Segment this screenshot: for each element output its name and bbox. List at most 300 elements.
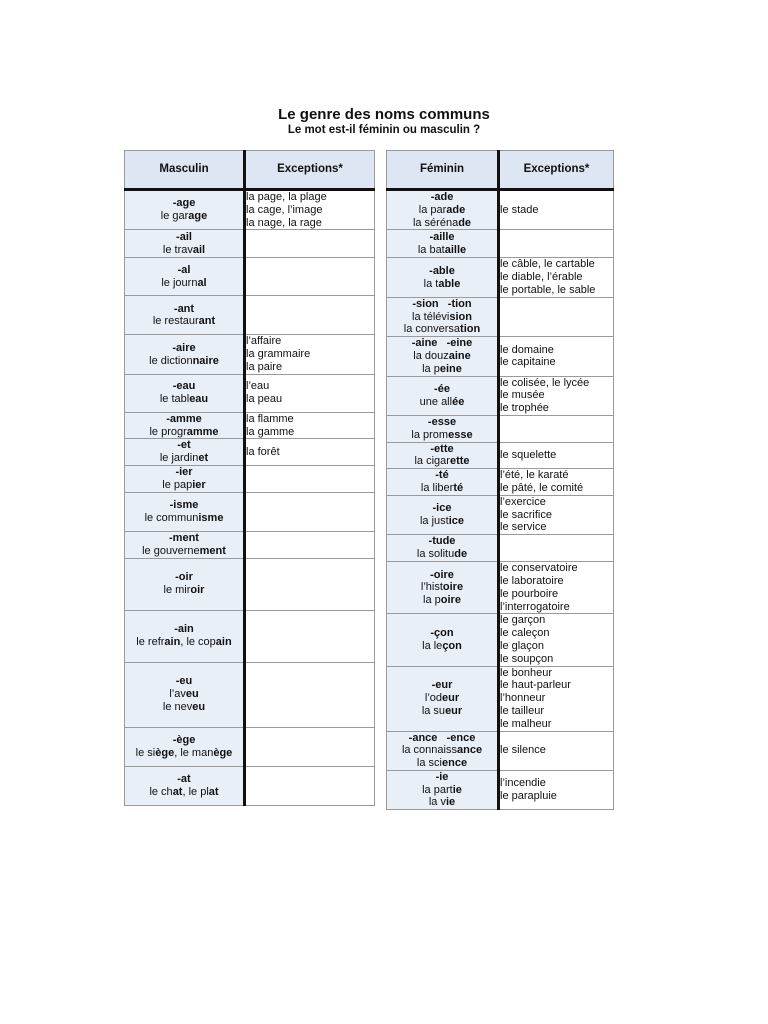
noun-ending-cell [387, 258, 499, 297]
noun-ending-cell [125, 465, 245, 492]
ending-suffix: -ège [172, 733, 196, 746]
example-word [387, 455, 497, 468]
example-suffix: esse [448, 428, 473, 441]
ending-suffix: -aine -eine [411, 337, 473, 350]
noun-ending-cell [387, 731, 499, 770]
example-stem: le gar [160, 210, 189, 223]
noun-ending-cell [125, 190, 245, 230]
example-stem: le mir [163, 584, 191, 597]
table-row [125, 439, 375, 466]
exceptions-cell [499, 770, 614, 809]
exceptions-cell [245, 727, 375, 766]
example-word [387, 594, 497, 607]
example-suffix: ain [164, 636, 181, 649]
example-stem: la connaiss [401, 744, 457, 757]
example-stem: le si [135, 746, 156, 759]
noun-ending-cell [387, 230, 499, 258]
example-stem: le tabl [159, 393, 190, 406]
ending-suffix: -ain [174, 623, 194, 636]
exception-word: l’affaire [246, 335, 282, 348]
exceptions-cell [499, 535, 614, 562]
example-suffix: aille [444, 243, 467, 256]
ending-suffix: -ade [430, 191, 454, 203]
ending-suffix: -ice [432, 502, 452, 515]
example-word [387, 515, 497, 528]
exception-word: le pourboire [500, 587, 559, 600]
example-suffix: at [172, 785, 183, 798]
example-stem: la solitu [416, 548, 455, 561]
exceptions-cell [499, 190, 614, 230]
example-suffix: ence [441, 757, 468, 770]
exception-word: le colisée, le lycée [500, 376, 590, 389]
noun-ending-cell [387, 376, 499, 415]
noun-ending-cell [125, 439, 245, 466]
exception-word: le domaine [500, 343, 554, 356]
ending-suffix: -al [177, 264, 191, 277]
ending-suffix: -eur [431, 679, 453, 692]
exception-word: le stade [500, 203, 539, 216]
exception-word: le portable, le sable [500, 283, 596, 296]
table-row [387, 770, 614, 809]
example-stem: la p [422, 362, 440, 375]
ending-suffix: -age [172, 197, 196, 210]
noun-ending-cell [125, 296, 245, 335]
example-word [387, 323, 497, 336]
table-row [125, 766, 375, 805]
exceptions-cell [499, 614, 614, 666]
example-stem: la part [422, 783, 453, 796]
exception-word: la nage, la rage [246, 216, 322, 229]
ending-suffix: -oir [175, 571, 193, 584]
example-suffix: oire [442, 581, 464, 594]
example-suffix: de [454, 548, 468, 561]
feminin-exceptions-column-header: Exceptions* [499, 151, 614, 190]
example-suffix: de [458, 216, 472, 229]
exceptions-cell [245, 258, 375, 296]
exceptions-cell [499, 415, 614, 442]
example-suffix: ier [192, 478, 206, 491]
ending-suffix: -eu [175, 675, 193, 688]
exceptions-cell [245, 662, 375, 727]
example-word [387, 278, 497, 291]
exceptions-cell [245, 465, 375, 492]
example-word [387, 744, 497, 757]
masculin-rows [125, 190, 375, 806]
example-word [387, 204, 497, 217]
noun-ending-cell [125, 412, 245, 439]
noun-ending-cell [387, 770, 499, 809]
exception-word: le trophée [500, 402, 549, 415]
table-row [387, 376, 614, 415]
exception-word: l’exercice [500, 495, 546, 508]
example-suffix: naire [192, 354, 219, 367]
example-suffix: ade [446, 203, 466, 216]
feminin-header-row [387, 151, 614, 190]
example-stem: la prom [411, 428, 449, 441]
example-stem: la le [422, 639, 443, 652]
example-suffix: oir [190, 584, 205, 597]
table-row [125, 610, 375, 662]
exception-word: le squelette [500, 448, 557, 461]
example-word [125, 452, 243, 465]
table-row [387, 562, 614, 614]
exception-word: la grammaire [246, 348, 311, 361]
noun-ending-cell [387, 535, 499, 562]
exception-word: la cage, l’image [246, 203, 323, 216]
example-stem: le restaur [152, 315, 199, 328]
example-suffix: çon [442, 639, 462, 652]
example-word [387, 217, 497, 230]
exception-word: la page, la plage [246, 191, 327, 203]
example-stem: une all [419, 395, 453, 408]
example-stem: le jardin [159, 452, 199, 465]
ending-suffix: -sion -tion [412, 297, 472, 310]
exception-word: le soupçon [500, 652, 554, 665]
feminin-table [386, 150, 614, 810]
exception-word: le silence [500, 744, 546, 757]
noun-ending-cell [125, 610, 245, 662]
example-suffix: amme [186, 425, 219, 438]
feminin-rows [387, 190, 614, 810]
example-word [125, 244, 243, 257]
example-suffix: aine [448, 349, 471, 362]
table-row [387, 415, 614, 442]
table-row [387, 535, 614, 562]
noun-ending-cell [125, 662, 245, 727]
table-row [125, 230, 375, 258]
ending-suffix: -esse [427, 415, 457, 428]
example-stem: l’od [424, 692, 442, 705]
example-word [125, 277, 243, 290]
example-word [387, 429, 497, 442]
example-word [387, 396, 497, 409]
example-suffix: ée [452, 395, 465, 408]
noun-ending-cell [125, 766, 245, 805]
example-stem: la sci [416, 757, 442, 770]
example-word [387, 692, 497, 705]
ending-suffix: -able [429, 264, 455, 277]
noun-ending-cell [387, 337, 499, 376]
example-stem: la just [419, 514, 449, 527]
exception-word: la paire [246, 360, 283, 373]
noun-ending-cell [125, 558, 245, 610]
example-stem: , le cop [180, 636, 216, 649]
example-suffix: eu [185, 688, 199, 701]
example-word [387, 784, 497, 797]
example-suffix: ette [449, 455, 470, 468]
exception-word: le garçon [500, 614, 546, 627]
example-stem: le diction [149, 354, 193, 367]
exception-word: l’incendie [500, 777, 546, 790]
table-row [125, 258, 375, 296]
example-suffix: ail [192, 243, 206, 256]
ending-suffix: -ette [430, 442, 454, 455]
ending-suffix: -çon [430, 627, 454, 640]
exception-word: le capitaine [500, 356, 556, 369]
ending-suffix: -ment [169, 531, 199, 544]
table-row [387, 731, 614, 770]
example-suffix: ège [155, 746, 175, 759]
example-suffix: tion [460, 323, 481, 336]
exception-word: le tailleur [500, 704, 545, 717]
example-suffix: ance [456, 744, 483, 757]
example-stem: le refr [136, 636, 165, 649]
example-stem: le nev [162, 700, 193, 713]
example-stem: , le pl [182, 785, 209, 798]
exception-word: l’eau [246, 380, 270, 393]
masculin-table [124, 150, 375, 806]
noun-ending-cell [125, 492, 245, 531]
exceptions-cell [499, 495, 614, 534]
exceptions-cell [499, 230, 614, 258]
example-suffix: ment [199, 544, 226, 557]
noun-ending-cell [387, 297, 499, 336]
example-word [125, 479, 243, 492]
exception-word: le service [500, 521, 547, 534]
exceptions-cell [245, 531, 375, 558]
masculin-column-header: Masculin [125, 151, 245, 190]
exception-word: le malheur [500, 717, 552, 730]
example-suffix: té [453, 481, 464, 494]
noun-ending-cell [387, 415, 499, 442]
example-stem: l’hist [420, 581, 443, 594]
example-word [387, 705, 497, 718]
exceptions-cell [499, 297, 614, 336]
example-suffix: at [208, 785, 219, 798]
exception-word: le haut-parleur [500, 679, 571, 692]
exception-word: le musée [500, 389, 545, 402]
example-stem: l’av [169, 688, 186, 701]
table-row [125, 531, 375, 558]
example-stem: le pap [162, 478, 193, 491]
exceptions-cell [245, 439, 375, 466]
table-row [387, 614, 614, 666]
example-suffix: ant [198, 315, 216, 328]
ending-suffix: -oire [430, 568, 454, 581]
example-suffix: able [438, 277, 461, 290]
example-suffix: ège [213, 746, 233, 759]
example-word [125, 688, 243, 701]
exceptions-cell [499, 337, 614, 376]
example-suffix: isme [198, 511, 224, 524]
table-row [125, 465, 375, 492]
example-stem: la v [428, 796, 446, 809]
table-row [387, 190, 614, 230]
feminin-column-header: Féminin [387, 151, 499, 190]
exceptions-cell [245, 492, 375, 531]
ending-suffix: -ée [434, 382, 450, 395]
example-stem: le commun [144, 511, 199, 524]
ending-suffix: -ier [175, 465, 193, 478]
table-row [387, 442, 614, 469]
table-row [125, 335, 375, 374]
example-word [387, 548, 497, 561]
table-row [125, 492, 375, 531]
example-stem: la cigar [414, 455, 450, 468]
example-word [125, 426, 243, 439]
table-row [125, 374, 375, 412]
example-suffix: et [198, 452, 209, 465]
exception-word: le conservatoire [500, 562, 578, 575]
example-stem: la télévi [412, 310, 450, 323]
example-word [387, 796, 497, 809]
ending-suffix: -aille [429, 231, 455, 244]
table-row [125, 662, 375, 727]
example-suffix: eau [189, 393, 209, 406]
example-word [387, 350, 497, 363]
ending-suffix: -amme [166, 412, 202, 425]
exceptions-cell [499, 666, 614, 731]
exception-word: le bonheur [500, 666, 552, 679]
example-stem: le trav [162, 243, 193, 256]
exceptions-cell [245, 766, 375, 805]
noun-ending-cell [387, 666, 499, 731]
example-suffix: ie [452, 783, 462, 796]
exception-word: le câble, le cartable [500, 258, 595, 271]
exception-word: la flamme [246, 412, 294, 425]
example-suffix: ice [448, 514, 465, 527]
example-stem: la su [421, 704, 446, 717]
exception-word: le parapluie [500, 790, 557, 803]
example-suffix: eur [442, 692, 460, 705]
exceptions-cell [499, 469, 614, 496]
example-word [125, 512, 243, 525]
exceptions-cell [245, 230, 375, 258]
ending-suffix: -at [177, 772, 191, 785]
exceptions-cell [499, 442, 614, 469]
example-word [125, 747, 243, 760]
exceptions-cell [499, 258, 614, 297]
example-stem: la par [418, 203, 447, 216]
example-word [125, 393, 243, 406]
example-word [125, 636, 243, 649]
example-suffix: eur [445, 704, 463, 717]
ending-suffix: -ant [173, 302, 195, 315]
example-suffix: oire [440, 594, 461, 607]
table-row [387, 297, 614, 336]
page-title: Le genre des noms communs [278, 106, 490, 123]
example-stem: la t [423, 277, 439, 290]
example-suffix: eine [439, 362, 462, 375]
exceptions-cell [245, 296, 375, 335]
exceptions-cell [499, 376, 614, 415]
noun-ending-cell [125, 335, 245, 374]
exceptions-cell [245, 558, 375, 610]
example-stem: la séréna [412, 216, 459, 229]
table-row [125, 412, 375, 439]
example-word [387, 482, 497, 495]
table-row [125, 190, 375, 230]
table-row [387, 495, 614, 534]
example-word [387, 311, 497, 324]
exception-word: la peau [246, 393, 283, 406]
exception-word: la forêt [246, 445, 280, 458]
page-subtitle: Le mot est-il féminin ou masculin ? [287, 124, 481, 136]
table-row [387, 666, 614, 731]
masculin-header-row [125, 151, 375, 190]
table-row [125, 727, 375, 766]
table-row [387, 337, 614, 376]
example-stem: la douz [413, 349, 449, 362]
exceptions-cell [499, 731, 614, 770]
ending-suffix: -isme [169, 498, 199, 511]
exception-word: la gamme [246, 425, 295, 438]
example-stem: la liber [420, 481, 454, 494]
example-stem: le gouverne [142, 544, 200, 557]
exception-word: l’été, le karaté [500, 469, 569, 482]
exception-word: l’honneur [500, 692, 546, 705]
exception-word: le caleçon [500, 627, 550, 640]
exceptions-cell [245, 374, 375, 412]
example-word [387, 757, 497, 770]
example-word [125, 786, 243, 799]
ending-suffix: -ail [176, 231, 192, 244]
exception-word: le glaçon [500, 639, 545, 652]
noun-ending-cell [125, 531, 245, 558]
ending-suffix: -ance -ence [408, 731, 476, 744]
example-stem: le ch [149, 785, 173, 798]
noun-ending-cell [387, 495, 499, 534]
table-row [125, 558, 375, 610]
ending-suffix: -et [177, 439, 191, 452]
noun-ending-cell [125, 230, 245, 258]
exception-word: l’interrogatoire [500, 600, 570, 613]
exceptions-cell [245, 412, 375, 439]
exceptions-cell [245, 335, 375, 374]
exceptions-cell [499, 562, 614, 614]
exception-word: le pâté, le comité [500, 481, 584, 494]
noun-ending-cell [125, 727, 245, 766]
example-word [387, 640, 497, 653]
example-word [125, 701, 243, 714]
example-word [387, 581, 497, 594]
noun-ending-cell [125, 374, 245, 412]
exception-word: le sacrifice [500, 508, 552, 521]
ending-suffix: -tude [428, 535, 456, 548]
example-word [125, 584, 243, 597]
example-stem: le progr [149, 425, 187, 438]
example-suffix: ie [445, 796, 456, 809]
ending-suffix: -aire [172, 341, 196, 354]
table-row [125, 296, 375, 335]
table-row [387, 469, 614, 496]
example-word [387, 244, 497, 257]
example-suffix: sion [449, 310, 472, 323]
exceptions-cell [245, 190, 375, 230]
example-word [125, 210, 243, 223]
noun-ending-cell [387, 562, 499, 614]
noun-ending-cell [387, 469, 499, 496]
example-stem: la p [423, 594, 441, 607]
example-suffix: al [197, 276, 207, 289]
table-row [387, 258, 614, 297]
masculin-exceptions-column-header: Exceptions* [245, 151, 375, 190]
noun-ending-cell [387, 442, 499, 469]
example-word [125, 545, 243, 558]
example-stem: , le man [174, 746, 214, 759]
example-word [125, 315, 243, 328]
ending-suffix: -ie [435, 770, 449, 783]
example-stem: la conversa [403, 323, 461, 336]
example-suffix: age [188, 210, 208, 223]
noun-ending-cell [387, 614, 499, 666]
noun-ending-cell [387, 190, 499, 230]
noun-ending-cell [125, 258, 245, 296]
exception-word: le laboratoire [500, 574, 564, 587]
exception-word: le diable, l’érable [500, 271, 583, 284]
table-row [387, 230, 614, 258]
example-stem: la bat [417, 243, 445, 256]
